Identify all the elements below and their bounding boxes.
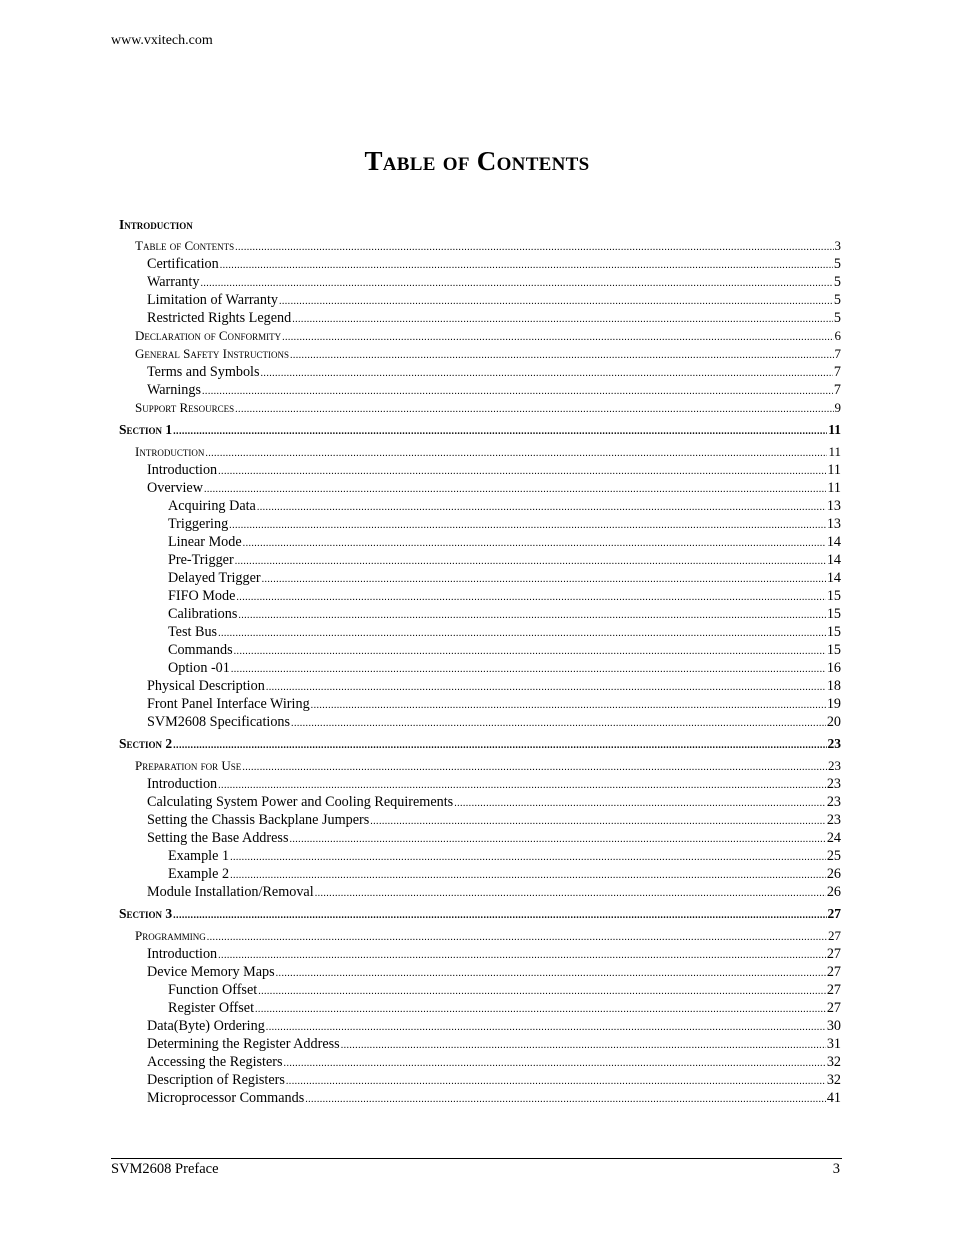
- toc-entry-page: 14: [826, 552, 841, 568]
- toc-entry-label: Limitation of Warranty: [147, 292, 278, 308]
- toc-dot-leader: [258, 983, 826, 1001]
- toc-entry[interactable]: [119, 793, 841, 811]
- toc-dot-leader: [235, 239, 833, 257]
- toc-entry-page: 6: [834, 328, 841, 343]
- toc-dot-leader: [286, 1073, 826, 1091]
- toc-entry-page: 14: [826, 570, 841, 586]
- toc-entry-label: Test Bus: [168, 624, 218, 640]
- toc-entry-label: Register Offset: [168, 1000, 255, 1016]
- toc-entry-label: Introduction: [147, 776, 218, 792]
- toc-entry-label: Option -01: [168, 660, 230, 676]
- toc-dot-leader: [284, 1055, 826, 1073]
- toc-entry-page: 11: [827, 480, 841, 496]
- toc-entry-label: Triggering: [168, 516, 229, 532]
- toc-entry-page: 27: [828, 928, 841, 943]
- toc-entry-page: 27: [826, 1000, 841, 1016]
- toc-entry-label: Calculating System Power and Cooling Requirements: [147, 794, 454, 810]
- toc-entry-page: 5: [833, 310, 841, 326]
- toc-dot-leader: [266, 1019, 826, 1037]
- toc-entry-page: 27: [826, 982, 841, 998]
- toc-entry-label: Section 1: [119, 422, 173, 437]
- page-footer: [111, 1158, 842, 1178]
- toc-dot-leader: [207, 929, 827, 947]
- toc-dot-leader: [204, 481, 826, 499]
- toc-dot-leader: [257, 499, 826, 517]
- toc-dot-leader: [262, 571, 826, 589]
- toc-entry[interactable]: [119, 927, 841, 945]
- toc-dot-leader: [173, 737, 826, 755]
- toc-entry-page: 27: [827, 906, 841, 921]
- toc-entry-page: 26: [826, 884, 841, 900]
- toc-dot-leader: [173, 423, 827, 441]
- toc-entry-page: 20: [826, 714, 841, 730]
- toc-dot-leader: [255, 1001, 826, 1019]
- toc-entry-label: Restricted Rights Legend: [147, 310, 292, 326]
- page-title: Table of Contents: [364, 146, 590, 176]
- toc-entry-page: 9: [834, 400, 841, 415]
- toc-entry-label: Accessing the Registers: [147, 1054, 283, 1070]
- toc-entry-label: Device Memory Maps: [147, 964, 275, 980]
- toc-entry-label: Determining the Register Address: [147, 1036, 340, 1052]
- toc-entry[interactable]: [119, 963, 841, 981]
- toc-entry-page: 16: [826, 660, 841, 676]
- toc-entry[interactable]: [119, 811, 841, 829]
- toc-entry-page: 11: [828, 444, 841, 459]
- toc-dot-leader: [231, 661, 826, 679]
- toc-entry[interactable]: [119, 981, 841, 999]
- toc-entry[interactable]: [119, 1053, 841, 1071]
- toc-entry[interactable]: [119, 905, 841, 923]
- toc-dot-leader: [454, 795, 826, 813]
- toc-entry-page: 14: [826, 534, 841, 550]
- toc-entry-label: Commands: [168, 642, 233, 658]
- toc-entry[interactable]: [119, 847, 841, 865]
- toc-entry[interactable]: [119, 497, 841, 515]
- toc-entry-label: Data(Byte) Ordering: [147, 1018, 265, 1034]
- toc-entry-label: Section 3: [119, 906, 173, 921]
- toc-entry-page: 7: [834, 346, 841, 361]
- toc-dot-leader: [282, 329, 833, 347]
- toc-dot-leader: [289, 831, 825, 849]
- toc-entry[interactable]: [119, 659, 841, 677]
- toc-entry[interactable]: [119, 216, 841, 234]
- toc-entry-label: Example 2: [168, 866, 230, 882]
- toc-entry[interactable]: [119, 713, 841, 731]
- toc-entry[interactable]: [119, 569, 841, 587]
- toc-dot-leader: [315, 885, 826, 903]
- toc-entry-label: Physical Description: [147, 678, 265, 694]
- toc-entry-page: 23: [826, 776, 841, 792]
- toc-dot-leader: [276, 965, 826, 983]
- toc-entry-label: Acquiring Data: [168, 498, 256, 514]
- toc-dot-leader: [290, 347, 834, 365]
- toc-entry[interactable]: [119, 605, 841, 623]
- footer-page-number: 3: [832, 1161, 840, 1177]
- toc-entry-label: Calibrations: [168, 606, 238, 622]
- toc-entry[interactable]: [119, 623, 841, 641]
- toc-dot-leader: [218, 947, 826, 965]
- toc-entry[interactable]: [119, 443, 841, 461]
- toc-entry[interactable]: [119, 551, 841, 569]
- toc-entry[interactable]: [119, 1071, 841, 1089]
- toc-entry-page: 11: [828, 422, 841, 437]
- toc-entry-page: 11: [827, 462, 841, 478]
- toc-dot-leader: [311, 697, 826, 715]
- toc-entry-page: 23: [826, 812, 841, 828]
- toc-dot-leader: [229, 517, 826, 535]
- toc-dot-leader: [261, 365, 833, 383]
- toc-entry[interactable]: [119, 479, 841, 497]
- toc-entry-label: SVM2608 Specifications: [147, 714, 291, 730]
- toc-entry[interactable]: [119, 533, 841, 551]
- toc-entry-page: 24: [826, 830, 841, 846]
- toc-entry-page: 5: [833, 256, 841, 272]
- toc-dot-leader: [218, 625, 826, 643]
- toc-entry-label: General Safety Instructions: [135, 346, 289, 361]
- toc-entry[interactable]: [119, 775, 841, 793]
- toc-entry-label: Warranty: [147, 274, 200, 290]
- toc-entry-page: 32: [826, 1054, 841, 1070]
- toc-entry-label: Support Resources: [135, 400, 235, 415]
- toc-entry[interactable]: [119, 461, 841, 479]
- footer-document-name: SVM2608 Preface: [111, 1161, 219, 1177]
- toc-entry-page: 15: [826, 606, 841, 622]
- toc-entry-page: 13: [826, 498, 841, 514]
- toc-entry[interactable]: [119, 237, 841, 255]
- toc-entry[interactable]: [119, 999, 841, 1017]
- toc-entry-label: FIFO Mode: [168, 588, 236, 604]
- toc-entry-page: 7: [833, 364, 841, 380]
- toc-entry-label: Table of Contents: [135, 238, 235, 253]
- toc-dot-leader: [218, 463, 826, 481]
- toc-entry-page: 23: [828, 758, 841, 773]
- toc-entry[interactable]: [119, 865, 841, 883]
- toc-entry-label: Microprocessor Commands: [147, 1090, 305, 1106]
- toc-entry-label: Linear Mode: [168, 534, 242, 550]
- toc-entry-page: 5: [833, 274, 841, 290]
- toc-entry-label: Introduction: [147, 462, 218, 478]
- toc-entry[interactable]: [119, 1035, 841, 1053]
- toc-entry-label: Certification: [147, 256, 219, 272]
- toc-entry-label: Warnings: [147, 382, 202, 398]
- toc-entry-label: Section 2: [119, 736, 173, 751]
- toc-entry-page: 25: [826, 848, 841, 864]
- toc-entry-label: Setting the Chassis Backplane Jumpers: [147, 812, 370, 828]
- toc-dot-leader: [205, 445, 827, 463]
- header-url: www.vxitech.com: [111, 33, 213, 48]
- toc-entry-page: 7: [833, 382, 841, 398]
- toc-entry-page: 13: [826, 516, 841, 532]
- toc-entry-label: Declaration of Conformity: [135, 328, 282, 343]
- toc-entry[interactable]: [119, 291, 841, 309]
- toc-entry[interactable]: [119, 515, 841, 533]
- toc-entry-page: 26: [826, 866, 841, 882]
- toc-entry-label: Delayed Trigger: [168, 570, 261, 586]
- toc-dot-leader: [305, 1091, 826, 1109]
- toc-entry-label: Module Installation/Removal: [147, 884, 314, 900]
- toc-entry-label: Function Offset: [168, 982, 258, 998]
- toc-entry-page: 27: [826, 964, 841, 980]
- toc-dot-leader: [235, 401, 833, 419]
- toc-entry[interactable]: [119, 883, 841, 901]
- toc-entry[interactable]: [119, 757, 841, 775]
- toc-entry-label: Terms and Symbols: [147, 364, 260, 380]
- toc-entry[interactable]: [119, 309, 841, 327]
- toc-entry-label: Pre-Trigger: [168, 552, 234, 568]
- toc-entry[interactable]: [119, 677, 841, 695]
- toc-dot-leader: [292, 311, 833, 329]
- toc-dot-leader: [234, 643, 826, 661]
- toc-entry-page: 30: [826, 1018, 841, 1034]
- toc-dot-leader: [230, 849, 826, 867]
- toc-entry-label: Programming: [135, 928, 206, 943]
- toc-entry-page: 32: [826, 1072, 841, 1088]
- toc-entry-label: Introduction: [135, 444, 205, 459]
- toc-entry-page: 23: [826, 794, 841, 810]
- toc-entry-page: 41: [826, 1090, 841, 1106]
- toc-entry[interactable]: [119, 273, 841, 291]
- toc-entry-label: Setting the Base Address: [147, 830, 289, 846]
- toc-entry-page: 18: [826, 678, 841, 694]
- toc-entry[interactable]: [119, 695, 841, 713]
- toc-entry[interactable]: [119, 381, 841, 399]
- toc-entry[interactable]: [119, 735, 841, 753]
- toc-dot-leader: [230, 867, 826, 885]
- toc-entry-page: 15: [826, 642, 841, 658]
- toc-entry[interactable]: [119, 587, 841, 605]
- toc-dot-leader: [243, 535, 826, 553]
- toc-entry-label: Overview: [147, 480, 203, 496]
- toc-entry-page: 15: [826, 624, 841, 640]
- toc-entry-label: Example 1: [168, 848, 230, 864]
- toc-entry[interactable]: [119, 1017, 841, 1035]
- toc-dot-leader: [279, 293, 833, 311]
- toc-dot-leader: [370, 813, 826, 831]
- toc-entry-page: 31: [826, 1036, 841, 1052]
- toc-dot-leader: [341, 1037, 826, 1055]
- toc-entry-page: 23: [827, 736, 841, 751]
- toc-entry[interactable]: [119, 363, 841, 381]
- toc-entry[interactable]: [119, 327, 841, 345]
- toc-dot-leader: [242, 759, 827, 777]
- toc-entry[interactable]: [119, 641, 841, 659]
- toc-entry[interactable]: [119, 345, 841, 363]
- toc-dot-leader: [238, 607, 825, 625]
- toc-dot-leader: [291, 715, 826, 733]
- toc-dot-leader: [236, 589, 825, 607]
- toc-entry[interactable]: [119, 255, 841, 273]
- toc-entry[interactable]: [119, 1089, 841, 1107]
- toc-entry[interactable]: [119, 399, 841, 417]
- toc-dot-leader: [200, 275, 832, 293]
- toc-entry[interactable]: [119, 945, 841, 963]
- toc-dot-leader: [173, 907, 826, 925]
- table-of-contents: [119, 216, 841, 1107]
- toc-entry-page: 3: [834, 238, 841, 253]
- toc-entry-label: Front Panel Interface Wiring: [147, 696, 310, 712]
- toc-entry[interactable]: [119, 829, 841, 847]
- toc-entry-page: 15: [826, 588, 841, 604]
- toc-entry-page: 27: [826, 946, 841, 962]
- toc-entry-page: 19: [826, 696, 841, 712]
- toc-dot-leader: [266, 679, 826, 697]
- toc-entry[interactable]: [119, 421, 841, 439]
- toc-entry-page: 5: [833, 292, 841, 308]
- toc-entry-label: Introduction: [147, 946, 218, 962]
- toc-dot-leader: [235, 553, 826, 571]
- toc-dot-leader: [202, 383, 833, 401]
- toc-entry-label: Introduction: [119, 217, 193, 232]
- toc-dot-leader: [220, 257, 833, 275]
- toc-entry-label: Preparation for Use: [135, 758, 242, 773]
- toc-entry-label: Description of Registers: [147, 1072, 285, 1088]
